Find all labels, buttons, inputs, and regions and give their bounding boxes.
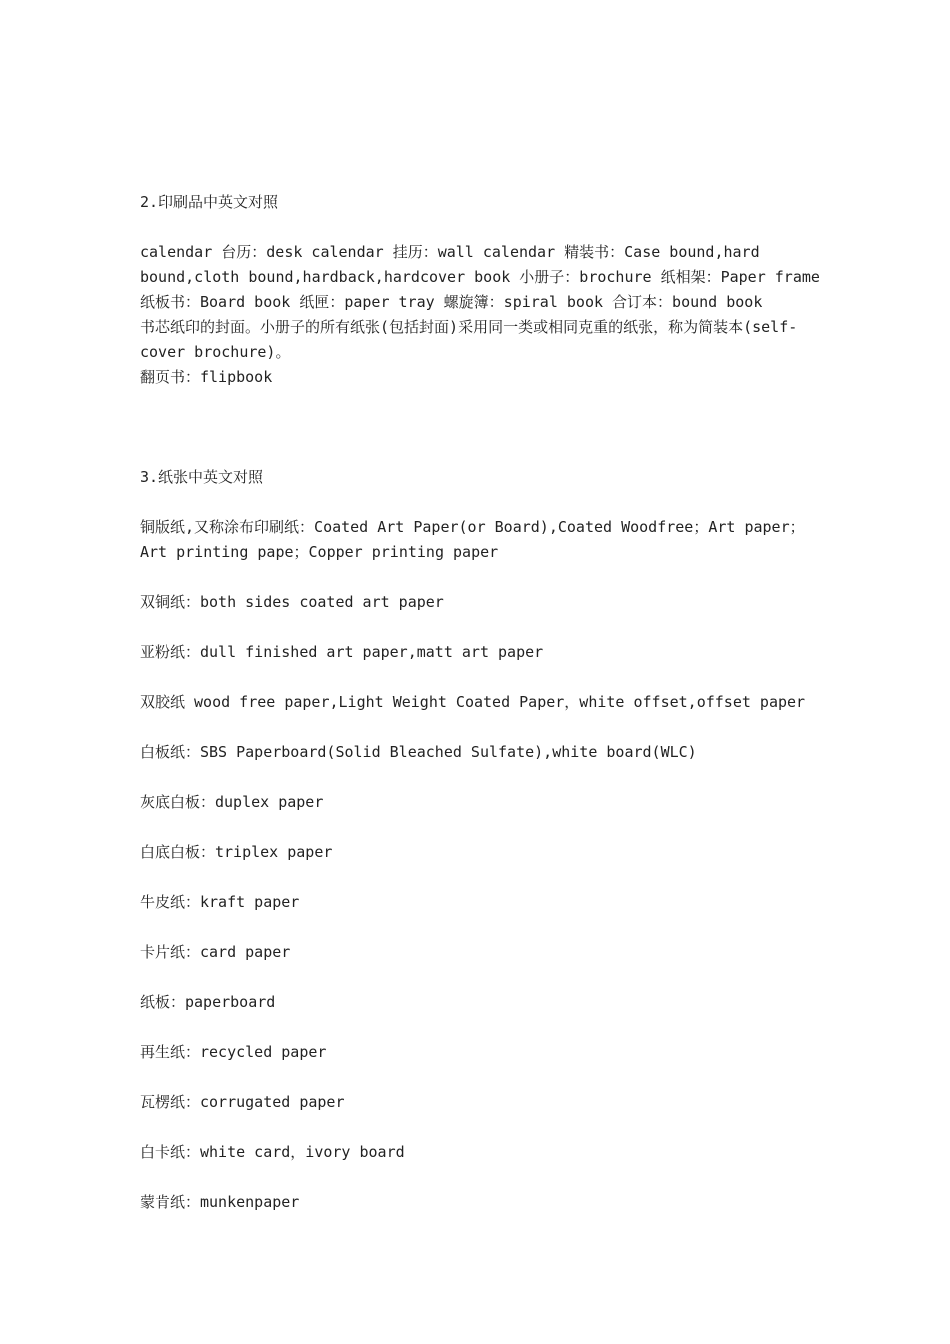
section-2-paragraph: 书芯纸印的封面。小册子的所有纸张(包括封面)采用同一类或相同克重的纸张，称为简装本(self-cover brochure)。 bbox=[140, 318, 798, 361]
document-body bbox=[140, 190, 820, 1240]
spacer bbox=[140, 390, 820, 465]
paper-term-entry: 双铜纸：both sides coated art paper bbox=[140, 593, 444, 611]
paper-term-entry: 蒙肯纸：munkenpaper bbox=[140, 1193, 300, 1211]
section-3-title: 3.纸张中英文对照 bbox=[140, 468, 264, 486]
paper-term-entry: 再生纸：recycled paper bbox=[140, 1043, 327, 1061]
paper-term-entry: 灰底白板：duplex paper bbox=[140, 793, 324, 811]
paper-term-entry: 纸板：paperboard bbox=[140, 993, 276, 1011]
paper-term-entry: 铜版纸,又称涂布印刷纸：Coated Art Paper(or Board),Coated Woodfree；Art paper；Art printing pape；Copper printing paper bbox=[140, 518, 805, 561]
section-2-paragraph: calendar 台历：desk calendar 挂历：wall calendar 精装书：Case bound,hard bound,cloth bound,hardback,hardcover book 小册子：brochure 纸相架：Paper frame 纸板书：Board book 纸匣：paper tray 螺旋簿：spiral book 合订本：bound book bbox=[140, 243, 820, 311]
paper-term-entry: 白板纸：SBS Paperboard(Solid Bleached Sulfate),white board(WLC) bbox=[140, 743, 697, 761]
paper-term-entry: 瓦楞纸：corrugated paper bbox=[140, 1093, 345, 1111]
paper-term-entry: 卡片纸：card paper bbox=[140, 943, 291, 961]
paper-term-entry: 亚粉纸：dull finished art paper,matt art paper bbox=[140, 643, 544, 661]
paper-term-entry: 牛皮纸：kraft paper bbox=[140, 893, 300, 911]
paper-term-entry: 双胶纸 wood free paper,Light Weight Coated Paper，white offset,offset paper bbox=[140, 693, 806, 711]
paper-term-entry: 白卡纸：white card，ivory board bbox=[140, 1143, 405, 1161]
paper-term-entry: 白底白板：triplex paper bbox=[140, 843, 333, 861]
spacer bbox=[140, 215, 820, 240]
section-2-paragraph: 翻页书：flipbook bbox=[140, 368, 273, 386]
section-2-title: 2.印刷品中英文对照 bbox=[140, 193, 279, 211]
spacer bbox=[140, 490, 820, 515]
